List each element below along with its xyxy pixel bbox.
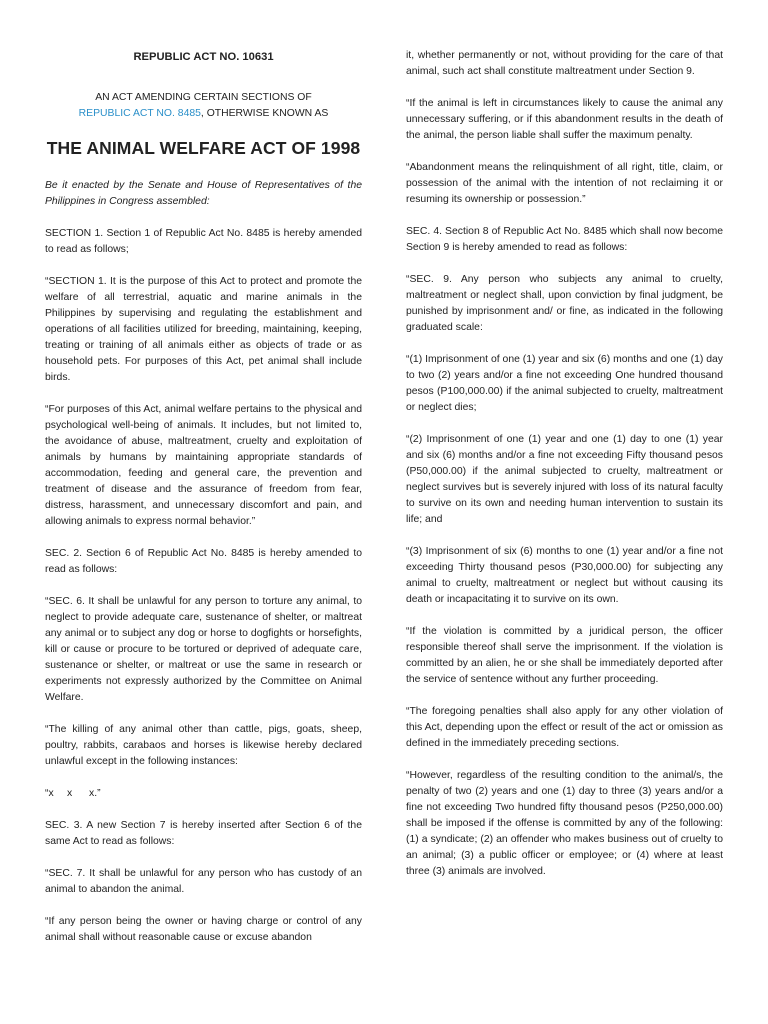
paragraph: SEC. 4. Section 8 of Republic Act No. 8485 which shall now become Section 9 is hereby amended to read as follows:: [406, 226, 723, 253]
right-column: [406, 0, 723, 896]
subtitle-rest: , OTHERWISE KNOWN AS: [200, 108, 329, 119]
omission-marker: [45, 786, 362, 802]
paragraph: “The foregoing penalties shall also apply for any other violation of this Act, depending upon the effect or result of the act or omission as defined in the immediately preceding sections.: [406, 706, 723, 749]
paragraph: “The killing of any animal other than cattle, pigs, goats, sheep, poultry, rabbits, carabaos and horses is likewise hereby declared unlawful except in the following instances:: [45, 724, 362, 767]
paragraph: “SEC. 7. It shall be unlawful for any person who has custody of an animal to abandon the animal.: [45, 868, 362, 895]
paragraph: “SEC. 6. It shall be unlawful for any person to torture any animal, to neglect to provide adequate care, sustenance of shelter, or maltreat any animal or to subject any dog or horse to dogfights or horsefights, kill or cause or procure to be tortured or deprived of adequate care, sustenance or shelter, or maltreat or use the same in research or experiments not expressly authorized by the Committee on Animal Welfare.: [45, 596, 362, 703]
paragraph: “(1) Imprisonment of one (1) year and six (6) months and one (1) day to two (2) years and/or a fine not exceeding One hundred thousand pesos (P100,000.00) if the animal subjected to cruelty, maltreatment or neglect dies;: [406, 354, 723, 413]
paragraph: “(2) Imprisonment of one (1) year and one (1) day to one (1) year and six (6) months and/or a fine not exceeding Fifty thousand pesos (P50,000.00) if the animal subjected to cruelty, maltreatment or neglect survives but is severely injured with loss of its natural faculty to survive on its own and needing human intervention to sustain its life; and: [406, 434, 723, 525]
act-number: REPUBLIC ACT NO. 10631: [133, 51, 274, 63]
omission-x-3: x.”: [89, 788, 101, 799]
act-subtitle: [45, 90, 362, 122]
document-title: THE ANIMAL WELFARE ACT OF 1998: [46, 138, 361, 158]
paragraph: “(3) Imprisonment of six (6) months to one (1) year and/or a fine not exceeding Thirty thousand pesos (P30,000.00) for subjecting any animal to cruelty, maltreatment or neglect but without causing its death or incapacitating it to survive on its own.: [406, 546, 723, 605]
paragraph: SEC. 3. A new Section 7 is hereby inserted after Section 6 of the same Act to read as follows:: [45, 820, 362, 847]
omission-x-2: x: [67, 788, 73, 799]
paragraph: “SECTION 1. It is the purpose of this Act to protect and promote the welfare of all terrestrial, aquatic and marine animals in the Philippines by supervising and regulating the establishment and operations of all facilities utilized for breeding, maintaining, keeping, treating or training of all animals either as objects of trade or as household pets. For purposes of this Act, pet animal shall include birds.: [45, 276, 362, 383]
paragraph: “Abandonment means the relinquishment of all right, title, claim, or possession of the animal with the intention of not reclaiming it or resuming its ownership or possession.”: [406, 162, 723, 205]
paragraph: “SEC. 9. Any person who subjects any animal to cruelty, maltreatment or neglect shall, upon conviction by final judgment, be punished by imprisonment and/ or fine, as indicated in the following graduated scale:: [406, 274, 723, 333]
subtitle-line-1: AN ACT AMENDING CERTAIN SECTIONS OF: [95, 92, 312, 103]
paragraph: “If the violation is committed by a juridical person, the officer responsible thereof shall serve the imprisonment. If the violation is committed by an alien, he or she shall be immediately deported after the service of sentence without any further proceeding.: [406, 626, 723, 685]
omission-x-1: “x: [45, 788, 54, 799]
paragraph: “However, regardless of the resulting condition to the animal/s, the penalty of two (2) years and one (1) day to three (3) years and/or a fine not exceeding Two hundred fifty thousand pesos (P250,000.00) shall be imposed if the offense is committed by any of the following: (1) a syndicate; (2) an offender who makes business out of cruelty to an animal; (3) a public officer or employee; or (4) where at least three (3) animals are involved.: [406, 770, 723, 877]
ra-8485-link[interactable]: REPUBLIC ACT NO. 8485: [78, 108, 201, 119]
paragraph: “For purposes of this Act, animal welfare pertains to the physical and psychological well-being of animals. It includes, but not limited to, the avoidance of abuse, maltreatment, cruelty and exploitation of animals by humans by maintaining appropriate standards of accommodation, feeding and general care, the prevention and treatment of disease and the assurance of freedom from fear, distress, harassment, and unnecessary discomfort and pain, and allowing animals to express normal behavior.”: [45, 404, 362, 527]
paragraph: it, whether permanently or not, without providing for the care of that animal, such act shall constitute maltreatment under Section 9.: [406, 50, 723, 77]
paragraph: SECTION 1. Section 1 of Republic Act No. 8485 is hereby amended to read as follows;: [45, 228, 362, 255]
paragraph: “If the animal is left in circumstances likely to cause the animal any unnecessary suffering, or if this abandonment results in the death of the animal, the person liable shall suffer the maximum penalty.: [406, 98, 723, 141]
paragraph: “If any person being the owner or having charge or control of any animal shall without reasonable cause or excuse abandon: [45, 916, 362, 943]
left-column: [45, 0, 362, 962]
paragraph: SEC. 2. Section 6 of Republic Act No. 8485 is hereby amended to read as follows:: [45, 548, 362, 575]
enacting-clause: Be it enacted by the Senate and House of Representatives of the Philippines in Congress assembled:: [45, 180, 362, 207]
